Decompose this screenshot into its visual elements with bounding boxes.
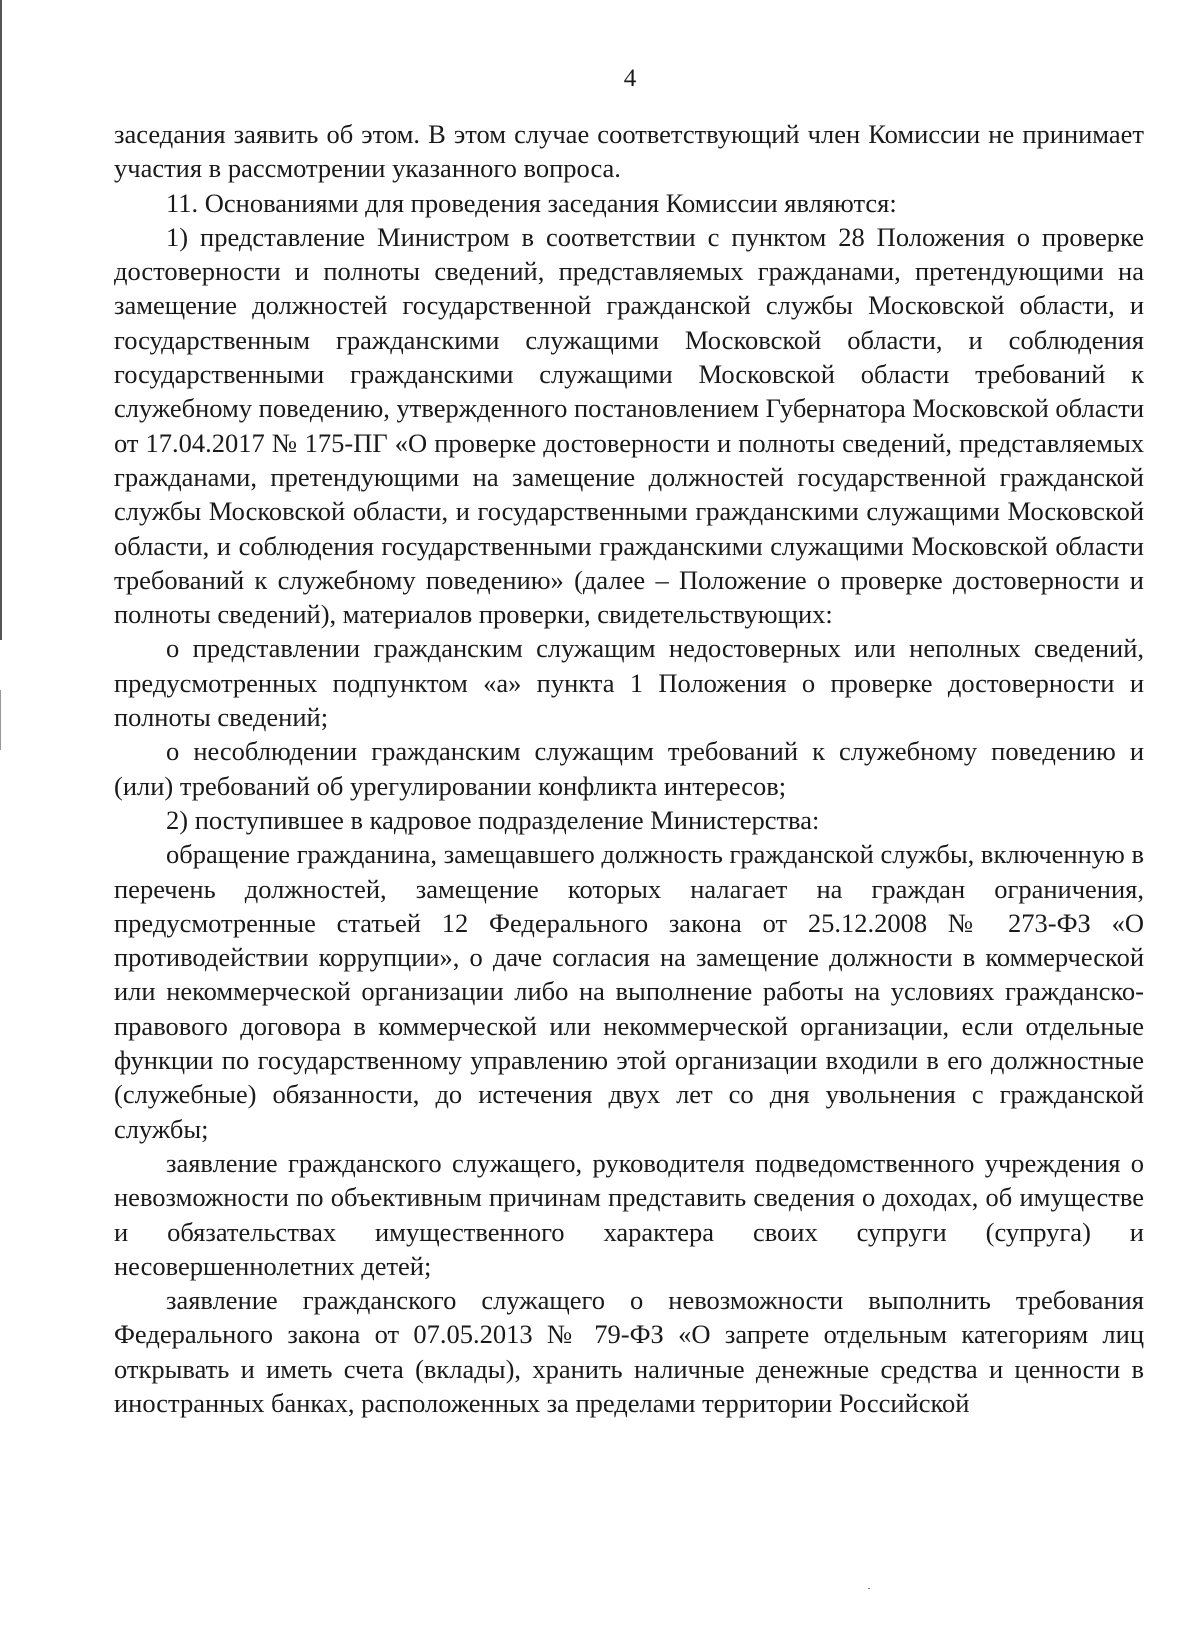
- scan-speck: [868, 1588, 870, 1589]
- page-number: 4: [623, 65, 637, 92]
- document-body: [114, 117, 1144, 1420]
- scan-left-edge-fragment: [0, 690, 1, 750]
- paragraph-income-statement: заявление гражданского служащего, руководителя подведомственного учреждения о невозможности по объективным причинам представить сведения о доходах, об имуществе и обязательствах имущественного характера своих супруги (супруга) и несовершеннолетних детей;: [114, 1147, 1144, 1281]
- paragraph-subitem-2: 2) поступившее в кадровое подразделение Министерства:: [166, 804, 820, 835]
- paragraph-item-11: 11. Основаниями для проведения заседания Комиссии являются:: [166, 187, 897, 218]
- paragraph-foreign-accounts: заявление гражданского служащего о невозможности выполнить требования Федерального закона от 07.05.2013 № 79-ФЗ «О запрете отдельным категориям лиц открывать и иметь счета (вклады), хранить наличные денежные средства и ценности в иностранных банках, расположенных за пределами территории Российской: [114, 1285, 1144, 1418]
- paragraph-conduct-violation: о несоблюдении гражданским служащим требований к служебному поведению и (или) требований об урегулировании конфликта интересов;: [114, 736, 1144, 801]
- scan-left-edge: [0, 0, 2, 640]
- paragraph-subitem-1: 1) представление Министром в соответствии с пунктом 28 Положения о проверке достоверности и полноты сведений, представляемых гражданами, претендующими на замещение должностей государственной гражданской службы Московской области, и государственным гражданскими служащими Московской области, и соблюдения государственными гражданскими служащими Московской области требований к служебному поведению, утвержденного постановлением Губернатора Московской области от 17.04.2017 № 175-ПГ «О проверке достоверности и полноты сведений, представляемых гражданами, претендующими на замещение должностей государственной гражданской службы Московской области, и государственными гражданскими служащими Московской области, и соблюдения государственными гражданскими служащими Московской области требований к служебному поведению» (далее – Положение о проверке достоверности и полноты сведений), материалов проверки, свидетельствующих:: [114, 221, 1144, 630]
- paragraph-citizen-appeal: обращение гражданина, замещавшего должность гражданской службы, включенную в перечень должностей, замещение которых налагает на граждан ограничения, предусмотренные статьей 12 Федерального закона от 25.12.2008 № 273-ФЗ «О противодействии коррупции», о даче согласия на замещение должности в коммерческой или некоммерческой организации либо на выполнение работы на условиях гражданско-правового договора в коммерческой или некоммерческой организации, если отдельные функции по государственному управлению этой организации входили в его должностные (служебные) обязанности, до истечения двух лет со дня увольнения с гражданской службы;: [114, 839, 1144, 1144]
- paragraph-false-info: о представлении гражданским служащим недостоверных или неполных сведений, предусмотренных подпунктом «а» пункта 1 Положения о проверке достоверности и полноты сведений;: [114, 633, 1144, 733]
- paragraph-continuation: заседания заявить об этом. В этом случае соответствующий член Комиссии не принимает участия в рассмотрении указанного вопроса.: [114, 119, 1144, 184]
